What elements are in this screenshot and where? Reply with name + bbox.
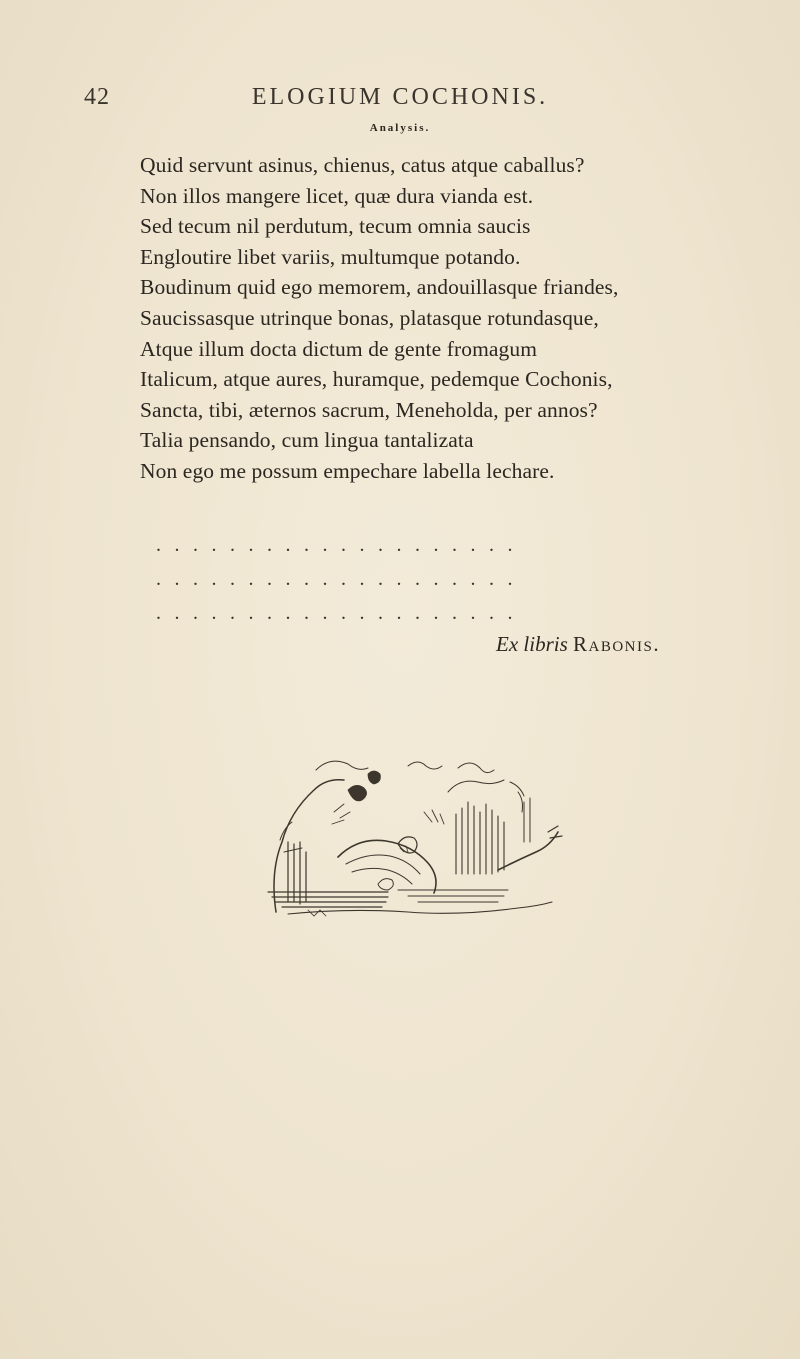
verse-line: Saucissasque utrinque bonas, platasque rotundasque, [140, 305, 599, 330]
page-number: 42 [84, 84, 110, 110]
dot-row: .................... [156, 568, 526, 590]
dot-row: .................... [156, 534, 526, 556]
verse-line: Atque illum docta dictum de gente fromagum [140, 336, 538, 361]
verse-line: Talia pensando, cum lingua tantalizata [140, 428, 474, 453]
verse-line: Boudinum quid ego memorem, andouillasque friandes, [140, 275, 619, 300]
attribution-author: Rabonis. [573, 632, 661, 656]
verse-line: Sed tecum nil perdutum, tecum omnia saucis [140, 214, 531, 239]
attribution-prefix: Ex libris [496, 632, 568, 656]
dot-row: .................... [156, 602, 526, 624]
section-heading: Analysis. [369, 122, 431, 134]
verse-line: Italicum, atque aures, huramque, pedemque Cochonis, [140, 367, 613, 392]
verse-line: Quid servunt asinus, chienus, catus atque caballus? [140, 153, 585, 177]
verse-line: Non illos mangere licet, quæ dura vianda est. [140, 183, 534, 208]
engraved-vignette-illustration [248, 752, 578, 917]
verse-line: Engloutire libet variis, multumque potando. [140, 244, 521, 269]
omission-dots [156, 528, 636, 630]
running-title: ELOGIUM COCHONIS. [251, 84, 549, 110]
verse-block [140, 150, 760, 487]
verse-line: Sancta, tibi, æternos sacrum, Meneholda, per annos? [140, 397, 598, 422]
attribution [496, 632, 660, 657]
verse-line: Non ego me possum empechare labella lechare. [140, 458, 555, 483]
